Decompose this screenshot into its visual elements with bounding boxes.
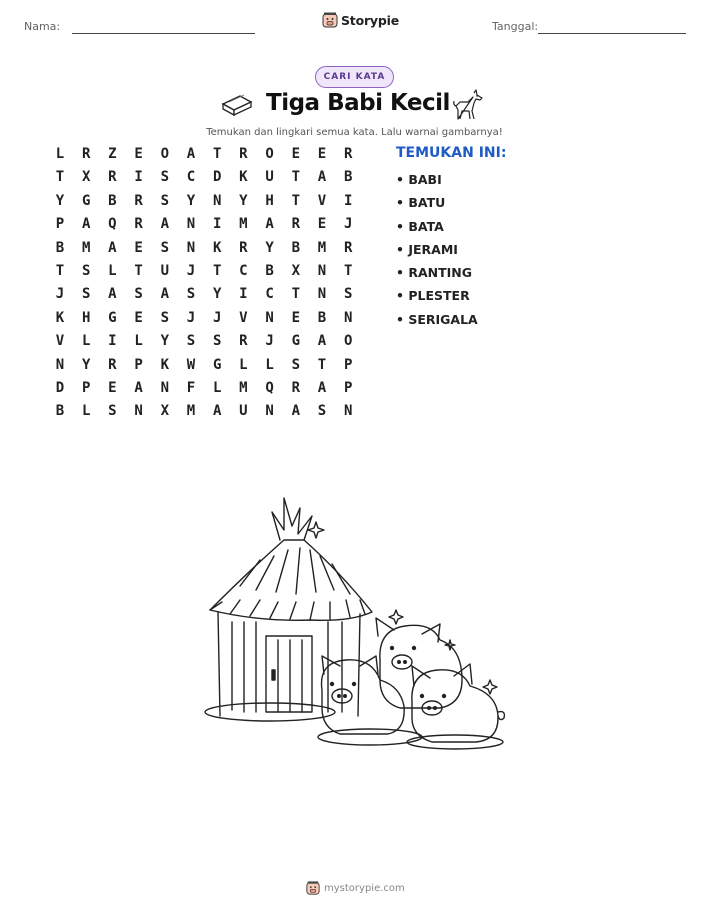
grid-letter[interactable]: B — [265, 263, 274, 279]
grid-letter[interactable]: N — [343, 403, 353, 420]
grid-letter[interactable]: S — [212, 333, 222, 350]
grid-letter[interactable]: R — [291, 380, 301, 396]
grid-letter[interactable]: Y — [81, 356, 91, 373]
grid-letter[interactable]: M — [317, 239, 327, 256]
brand-name: Storypie — [341, 12, 399, 28]
grid-letter[interactable]: I — [239, 286, 248, 303]
grid-letter[interactable]: L — [108, 263, 117, 279]
grid-letter[interactable]: Y — [160, 333, 170, 350]
grid-letter[interactable]: T — [291, 169, 301, 186]
grid-letter[interactable]: N — [55, 356, 65, 373]
grid-letter[interactable]: O — [160, 146, 170, 162]
grid-letter[interactable]: R — [239, 239, 248, 256]
grid-letter[interactable]: N — [265, 403, 274, 420]
grid-letter[interactable]: N — [186, 216, 196, 233]
grid-letter[interactable]: G — [212, 356, 222, 373]
grid-letter[interactable]: S — [160, 169, 170, 186]
grid-letter[interactable]: T — [291, 192, 301, 209]
grid-letter[interactable]: R — [343, 146, 353, 162]
grid-letter[interactable]: N — [265, 309, 274, 326]
word-item: • BATA — [396, 218, 444, 234]
grid-letter[interactable]: E — [317, 146, 327, 162]
grid-letter[interactable]: J — [55, 286, 65, 303]
word-item: • RANTING — [396, 265, 473, 281]
brand-logo — [322, 12, 399, 28]
grid-letter[interactable]: R — [108, 169, 117, 186]
grid-letter[interactable]: K — [55, 309, 65, 326]
grid-letter[interactable]: L — [239, 356, 248, 373]
grid-letter[interactable]: M — [186, 403, 196, 420]
grid-letter[interactable]: B — [343, 169, 353, 186]
grid-letter[interactable]: V — [317, 192, 327, 209]
word-item: • PLESTER — [396, 288, 470, 304]
grid-letter[interactable]: R — [134, 216, 143, 233]
grid-letter[interactable]: A — [265, 216, 274, 233]
grid-letter[interactable]: A — [317, 169, 327, 186]
grid-letter[interactable]: S — [160, 239, 170, 256]
grid-letter[interactable]: T — [317, 356, 327, 373]
pig-logo-icon — [322, 12, 338, 28]
grid-letter[interactable]: J — [186, 309, 196, 326]
brick-icon — [220, 92, 254, 118]
grid-letter[interactable]: V — [239, 309, 248, 326]
grid-letter[interactable]: A — [81, 216, 91, 233]
grid-letter[interactable]: O — [265, 146, 274, 162]
grid-letter[interactable]: K — [239, 169, 248, 186]
footer — [306, 881, 405, 895]
grid-letter[interactable]: R — [134, 192, 143, 209]
grid-letter[interactable]: A — [186, 146, 196, 162]
grid-letter[interactable]: N — [317, 286, 327, 303]
grid-letter[interactable]: S — [134, 286, 143, 303]
grid-letter[interactable]: I — [343, 192, 353, 209]
grid-letter[interactable]: E — [291, 146, 301, 162]
grid-letter[interactable]: V — [55, 333, 65, 350]
grid-letter[interactable]: P — [343, 356, 353, 373]
grid-letter[interactable]: L — [55, 146, 65, 162]
grid-letter[interactable]: T — [55, 263, 65, 279]
pig-logo-icon — [306, 881, 320, 895]
grid-letter[interactable]: N — [134, 403, 143, 420]
grid-letter[interactable]: M — [81, 239, 91, 256]
grid-letter[interactable]: E — [291, 309, 301, 326]
grid-letter[interactable]: N — [160, 380, 170, 396]
grid-letter[interactable]: L — [265, 356, 274, 373]
grid-letter[interactable]: J — [212, 309, 222, 326]
grid-letter[interactable]: E — [134, 146, 143, 162]
grid-letter[interactable]: E — [134, 309, 143, 326]
grid-letter[interactable]: A — [160, 216, 170, 233]
grid-letter[interactable]: I — [212, 216, 222, 233]
grid-letter[interactable]: T — [134, 263, 143, 279]
grid-letter[interactable]: S — [291, 356, 301, 373]
grid-letter[interactable]: R — [81, 146, 91, 162]
grid-letter[interactable]: R — [291, 216, 301, 233]
grid-letter[interactable]: T — [55, 169, 65, 186]
grid-letter[interactable]: X — [291, 263, 301, 279]
category-badge: CARI KATA — [315, 66, 394, 88]
grid-letter[interactable]: H — [265, 192, 274, 209]
grid-letter[interactable]: A — [212, 403, 222, 420]
grid-letter[interactable]: P — [55, 216, 65, 233]
grid-letter[interactable]: N — [186, 239, 196, 256]
grid-letter[interactable]: L — [134, 333, 143, 350]
footer-url: mystorypie.com — [324, 882, 405, 894]
grid-letter[interactable]: C — [239, 263, 248, 279]
grid-letter[interactable]: M — [239, 216, 248, 233]
grid-letter[interactable]: Q — [265, 380, 274, 396]
grid-letter[interactable]: A — [134, 380, 143, 396]
grid-letter[interactable]: R — [343, 239, 353, 256]
grid-letter[interactable]: E — [108, 380, 117, 396]
grid-letter[interactable]: J — [265, 333, 274, 350]
grid-letter[interactable]: B — [317, 309, 327, 326]
date-field[interactable] — [538, 33, 686, 34]
word-item: • SERIGALA — [396, 311, 478, 327]
grid-letter[interactable]: T — [291, 286, 301, 303]
grid-letter[interactable]: T — [212, 263, 222, 279]
grid-letter[interactable]: Q — [108, 216, 117, 233]
grid-letter[interactable]: G — [291, 333, 301, 350]
grid-letter[interactable]: Y — [212, 286, 222, 303]
grid-letter[interactable]: R — [108, 356, 117, 373]
grid-letter[interactable]: A — [160, 286, 170, 303]
grid-letter[interactable]: A — [108, 239, 117, 256]
grid-letter[interactable]: S — [108, 403, 117, 420]
grid-letter[interactable]: R — [239, 333, 248, 350]
grid-letter[interactable]: U — [265, 169, 274, 186]
straw-house-pigs-illustration — [200, 490, 510, 755]
grid-letter[interactable]: S — [160, 309, 170, 326]
page-title: Tiga Babi Kecil — [266, 90, 450, 116]
grid-letter[interactable]: I — [134, 169, 143, 186]
wolf-icon — [452, 89, 488, 121]
grid-letter[interactable]: Y — [55, 192, 65, 209]
grid-letter[interactable]: T — [212, 146, 222, 162]
grid-letter[interactable]: Y — [239, 192, 248, 209]
grid-letter[interactable]: Y — [265, 239, 274, 256]
grid-letter[interactable]: F — [186, 380, 196, 396]
grid-letter[interactable]: N — [317, 263, 327, 279]
word-list — [396, 172, 478, 335]
grid-letter[interactable]: J — [186, 263, 196, 279]
grid-letter[interactable]: S — [186, 286, 196, 303]
grid-letter[interactable]: B — [55, 403, 65, 420]
grid-letter[interactable]: S — [160, 192, 170, 209]
name-field[interactable] — [72, 33, 255, 34]
grid-letter[interactable]: K — [160, 356, 170, 373]
word-item: • BABI — [396, 172, 442, 187]
grid-letter[interactable]: M — [239, 380, 248, 396]
grid-letter[interactable]: B — [108, 192, 117, 209]
grid-letter[interactable]: A — [317, 380, 327, 396]
grid-letter[interactable]: S — [81, 286, 91, 303]
grid-letter[interactable]: T — [343, 263, 353, 279]
word-item: • JERAMI — [396, 241, 458, 257]
grid-letter[interactable]: G — [108, 309, 117, 326]
instructions: Temukan dan lingkari semua kata. Lalu warnai gambarnya! — [206, 127, 503, 138]
grid-letter[interactable]: R — [239, 146, 248, 162]
grid-letter[interactable]: L — [81, 333, 91, 350]
grid-letter[interactable]: B — [291, 239, 301, 256]
grid-letter[interactable]: S — [317, 403, 327, 420]
grid-letter[interactable]: H — [81, 309, 91, 326]
grid-letter[interactable]: B — [55, 239, 65, 256]
name-label: Nama: — [24, 20, 61, 33]
grid-letter[interactable]: S — [343, 286, 353, 303]
grid-letter[interactable]: L — [212, 380, 222, 396]
grid-letter[interactable]: C — [186, 169, 196, 186]
grid-letter[interactable]: D — [212, 169, 222, 186]
grid-letter[interactable]: A — [108, 286, 117, 303]
grid-letter[interactable]: D — [55, 380, 65, 396]
grid-letter[interactable]: S — [81, 263, 91, 279]
grid-letter[interactable]: U — [160, 263, 170, 279]
grid-letter[interactable]: Y — [186, 192, 196, 209]
grid-letter[interactable]: Z — [108, 146, 117, 162]
grid-letter[interactable]: N — [212, 192, 222, 209]
grid-letter[interactable]: X — [160, 403, 170, 420]
grid-letter[interactable]: P — [81, 380, 91, 396]
grid-letter[interactable]: L — [81, 403, 91, 420]
grid-letter[interactable]: I — [108, 333, 117, 350]
grid-letter[interactable]: E — [134, 239, 143, 256]
grid-letter[interactable]: P — [343, 380, 353, 396]
grid-letter[interactable]: N — [343, 309, 353, 326]
grid-letter[interactable]: J — [343, 216, 353, 233]
grid-letter[interactable]: X — [81, 169, 91, 186]
grid-letter[interactable]: O — [343, 333, 353, 350]
word-item: • BATU — [396, 195, 446, 211]
grid-letter[interactable]: S — [186, 333, 196, 350]
grid-letter[interactable]: U — [239, 403, 248, 420]
grid-letter[interactable]: K — [212, 239, 222, 256]
word-list-title: TEMUKAN INI: — [396, 145, 507, 161]
grid-letter[interactable]: E — [317, 216, 327, 233]
grid-letter[interactable]: A — [291, 403, 301, 420]
grid-letter[interactable]: G — [81, 192, 91, 209]
grid-letter[interactable]: C — [265, 286, 274, 303]
grid-letter[interactable]: P — [134, 356, 143, 373]
grid-letter[interactable]: A — [317, 333, 327, 350]
date-label: Tanggal: — [492, 20, 539, 33]
grid-letter[interactable]: W — [186, 356, 196, 373]
